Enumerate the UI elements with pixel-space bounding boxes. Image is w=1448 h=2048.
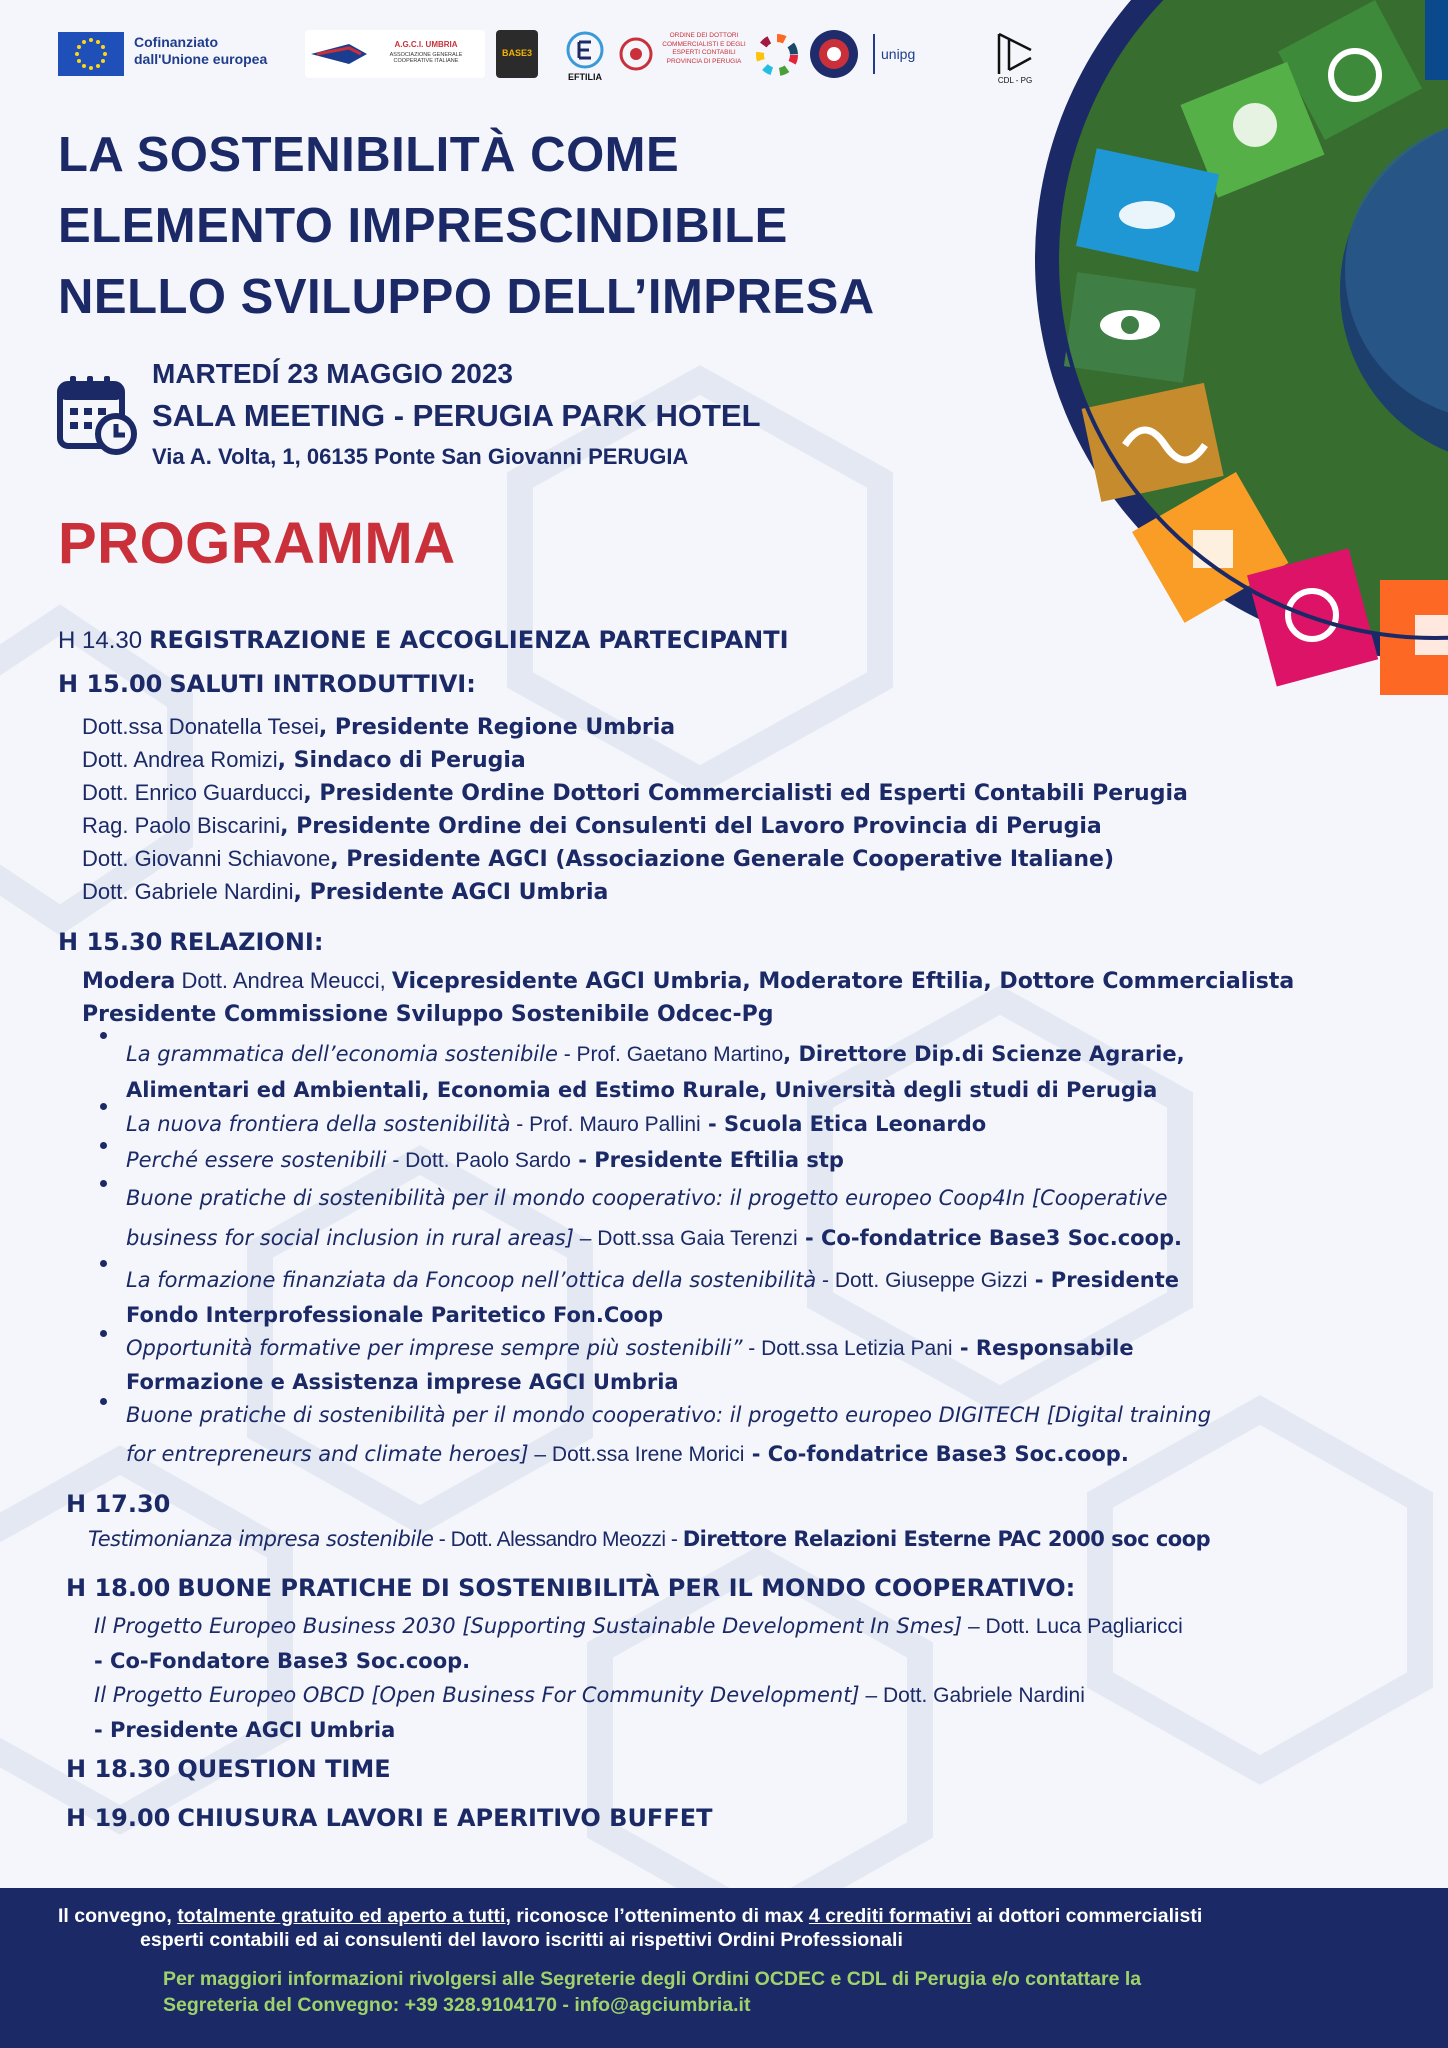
event-address: Via A. Volta, 1, 06135 Ponte San Giovanni PERUGIA xyxy=(152,444,689,469)
schedule-item-1730 xyxy=(66,1490,170,1518)
eftilia-logo xyxy=(560,30,610,82)
unipg-logo xyxy=(873,30,1033,85)
testimonial-row: Testimonianza impresa sostenibile - Dott. Alessandro Meozzi - Direttore Relazioni Esterne PAC 2000 soc coop xyxy=(88,1527,1211,1551)
project-row: Il Progetto Europeo Business 2030 [Supporting Sustainable Development In Smes] – Dott. Luca Pagliaricci xyxy=(94,1614,1183,1638)
bullet-icon xyxy=(100,1142,107,1149)
speaker-row: Dott. Andrea Romizi, Sindaco di Perugia xyxy=(82,747,526,773)
talk-item-cont: Formazione e Assistenza imprese AGCI Umbria xyxy=(126,1370,679,1394)
schedule-time: H 17.30 xyxy=(66,1490,171,1518)
schedule-time: H 15.30 xyxy=(58,928,163,956)
schedule-time: H 18.00 xyxy=(66,1574,171,1602)
calendar-clock-icon xyxy=(56,374,138,456)
bullet-icon xyxy=(100,1032,107,1039)
talk-item: Opportunità formative per imprese sempre più sostenibili” - Dott.ssa Letizia Pani - Responsabile xyxy=(126,1336,1134,1360)
agci-logo-subtext: ASSOCIAZIONE GENERALE COOPERATIVE ITALIANE xyxy=(389,52,463,64)
event-details xyxy=(152,354,761,476)
schedule-label: CHIUSURA LAVORI E APERITIVO BUFFET xyxy=(177,1804,713,1832)
speaker-row: Rag. Paolo Biscarini, Presidente Ordine dei Consulenti del Lavoro Provincia di Perugia xyxy=(82,813,1102,839)
speaker-row: Dott. Gabriele Nardini, Presidente AGCI Umbria xyxy=(82,879,609,905)
schedule-item-1530 xyxy=(58,928,323,956)
schedule-item-1430 xyxy=(58,626,789,655)
footer-contact-line: Segreteria del Convegno: +39 328.9104170 - info@agciumbria.it xyxy=(163,1994,751,2016)
title-line-2: ELEMENTO IMPRESCINDIBILE xyxy=(58,199,788,253)
talk-item: La formazione finanziata da Foncoop nell’ottica della sostenibilità - Dott. Giuseppe Gizzi - Presidente xyxy=(126,1268,1180,1292)
schedule-time: H 19.00 xyxy=(66,1804,171,1832)
bullet-icon xyxy=(100,1260,107,1267)
moderator-row: Modera Dott. Andrea Meucci, Vicepresidente AGCI Umbria, Moderatore Eftilia, Dottore Commercialista xyxy=(82,968,1295,994)
speaker-row: Dott. Enrico Guarducci, Presidente Ordine Dottori Commercialisti ed Esperti Contabili Perugia xyxy=(82,780,1188,806)
agci-logo-text: A.G.C.I. UMBRIA xyxy=(394,40,458,49)
footer-info xyxy=(163,1966,1141,2018)
schedule-label: SALUTI INTRODUTTIVI: xyxy=(169,670,476,698)
bullet-icon xyxy=(100,1330,107,1337)
cdl-logo-text: CDL - PG xyxy=(997,76,1033,85)
project-row-cont: - Presidente AGCI Umbria xyxy=(94,1718,396,1742)
footer-banner xyxy=(0,1888,1448,2048)
event-date: MARTEDÍ 23 MAGGIO 2023 xyxy=(152,358,513,389)
eftilia-logo-text: EFTILIA xyxy=(568,72,602,82)
talk-item: Buone pratiche di sostenibilità per il mondo cooperativo: il progetto europeo Coop4In [Cooperative xyxy=(126,1186,1168,1210)
schedule-time: H 14.30 xyxy=(58,627,143,654)
programma-heading: PROGRAMMA xyxy=(58,511,456,576)
talk-item-cont: for entrepreneurs and climate heroes] – Dott.ssa Irene Morici - Co-fondatrice Base3 Soc.coop. xyxy=(126,1442,1129,1466)
schedule-item-1800 xyxy=(66,1574,1075,1602)
title-line-3: NELLO SVILUPPO DELL’IMPRESA xyxy=(58,270,875,324)
base3-logo-text: BASE3 xyxy=(501,48,532,58)
talk-item-cont: Alimentari ed Ambientali, Economia ed Estimo Rurale, Università degli studi di Perugia xyxy=(126,1078,1158,1102)
talk-item: La nuova frontiera della sostenibilità - Prof. Mauro Pallini - Scuola Etica Leonardo xyxy=(126,1112,987,1136)
schedule-item-1500 xyxy=(58,670,476,698)
talk-item: Buone pratiche di sostenibilità per il mondo cooperativo: il progetto europeo DIGITECH [Digital training xyxy=(126,1403,1212,1427)
bullet-icon xyxy=(100,1180,107,1187)
schedule-label: QUESTION TIME xyxy=(177,1755,391,1783)
speaker-row: Dott. Giovanni Schiavone, Presidente AGCI (Associazione Generale Cooperative Italiane) xyxy=(82,846,1115,872)
odcec-logo xyxy=(618,30,796,78)
talk-item: La grammatica dell’economia sostenibile - Prof. Gaetano Martino, Direttore Dip.di Scienze Agrarie, xyxy=(126,1042,1185,1066)
project-row: Il Progetto Europeo OBCD [Open Business For Community Development] – Dott. Gabriele Nardini xyxy=(94,1683,1085,1707)
bullet-icon xyxy=(100,1103,107,1110)
base3-logo xyxy=(496,30,538,78)
schedule-label: BUONE PRATICHE DI SOSTENIBILITÀ PER IL MONDO COOPERATIVO: xyxy=(177,1574,1076,1602)
event-venue: SALA MEETING - PERUGIA PARK HOTEL xyxy=(152,398,761,433)
bullet-icon xyxy=(100,1398,107,1405)
odcec-logo-text: ORDINE DEI DOTTORI COMMERCIALISTI E DEGLI ESPERTI CONTABILI PROVINCIA DI PERUGIA xyxy=(662,32,746,65)
schedule-label: RELAZIONI: xyxy=(169,928,324,956)
footer-credits-line: Il convegno, totalmente gratuito ed aperto a tutti, riconosce l’ottenimento di max 4 crediti formativi ai dottori commercialisti xyxy=(58,1905,1203,1927)
page-title xyxy=(58,120,958,333)
project-row-cont: - Co-Fondatore Base3 Soc.coop. xyxy=(94,1649,471,1673)
talk-item-cont: business for social inclusion in rural areas] – Dott.ssa Gaia Terenzi - Co-fondatrice Base3 Soc.coop. xyxy=(126,1226,1183,1250)
perugia-seal-logo xyxy=(808,30,862,78)
footer-info-line-1: Per maggiori informazioni rivolgersi alle Segreterie degli Ordini OCDEC e CDL di Perugia e/o contattare la xyxy=(163,1968,1142,1990)
unipg-logo-text: unipg xyxy=(881,46,916,62)
schedule-item-1900 xyxy=(66,1804,712,1832)
eu-flag-icon xyxy=(58,32,124,76)
footer-credits-line-2: esperti contabili ed ai consulenti del lavoro iscritti ai rispettivi Ordini Professionali xyxy=(140,1929,903,1951)
schedule-time: H 15.00 xyxy=(58,670,163,698)
speaker-row: Dott.ssa Donatella Tesei, Presidente Regione Umbria xyxy=(82,714,676,740)
talk-item-cont: Fondo Interprofessionale Paritetico Fon.Coop xyxy=(126,1303,664,1327)
schedule-item-1830 xyxy=(66,1755,391,1783)
eu-cofinanced-label: Cofinanziato dall'Unione europea xyxy=(134,34,268,67)
agci-logo xyxy=(305,30,485,78)
talk-item: Perché essere sostenibili - Dott. Paolo Sardo - Presidente Eftilia stp xyxy=(126,1148,844,1172)
schedule-label: REGISTRAZIONE E ACCOGLIENZA PARTECIPANTI xyxy=(149,626,789,654)
schedule-time: H 18.30 xyxy=(66,1755,171,1783)
title-line-1: LA SOSTENIBILITÀ COME xyxy=(58,128,680,182)
moderator-row-cont: Presidente Commissione Sviluppo Sostenibile Odcec-Pg xyxy=(82,1002,774,1027)
sdg-wheel-image xyxy=(955,0,1448,790)
